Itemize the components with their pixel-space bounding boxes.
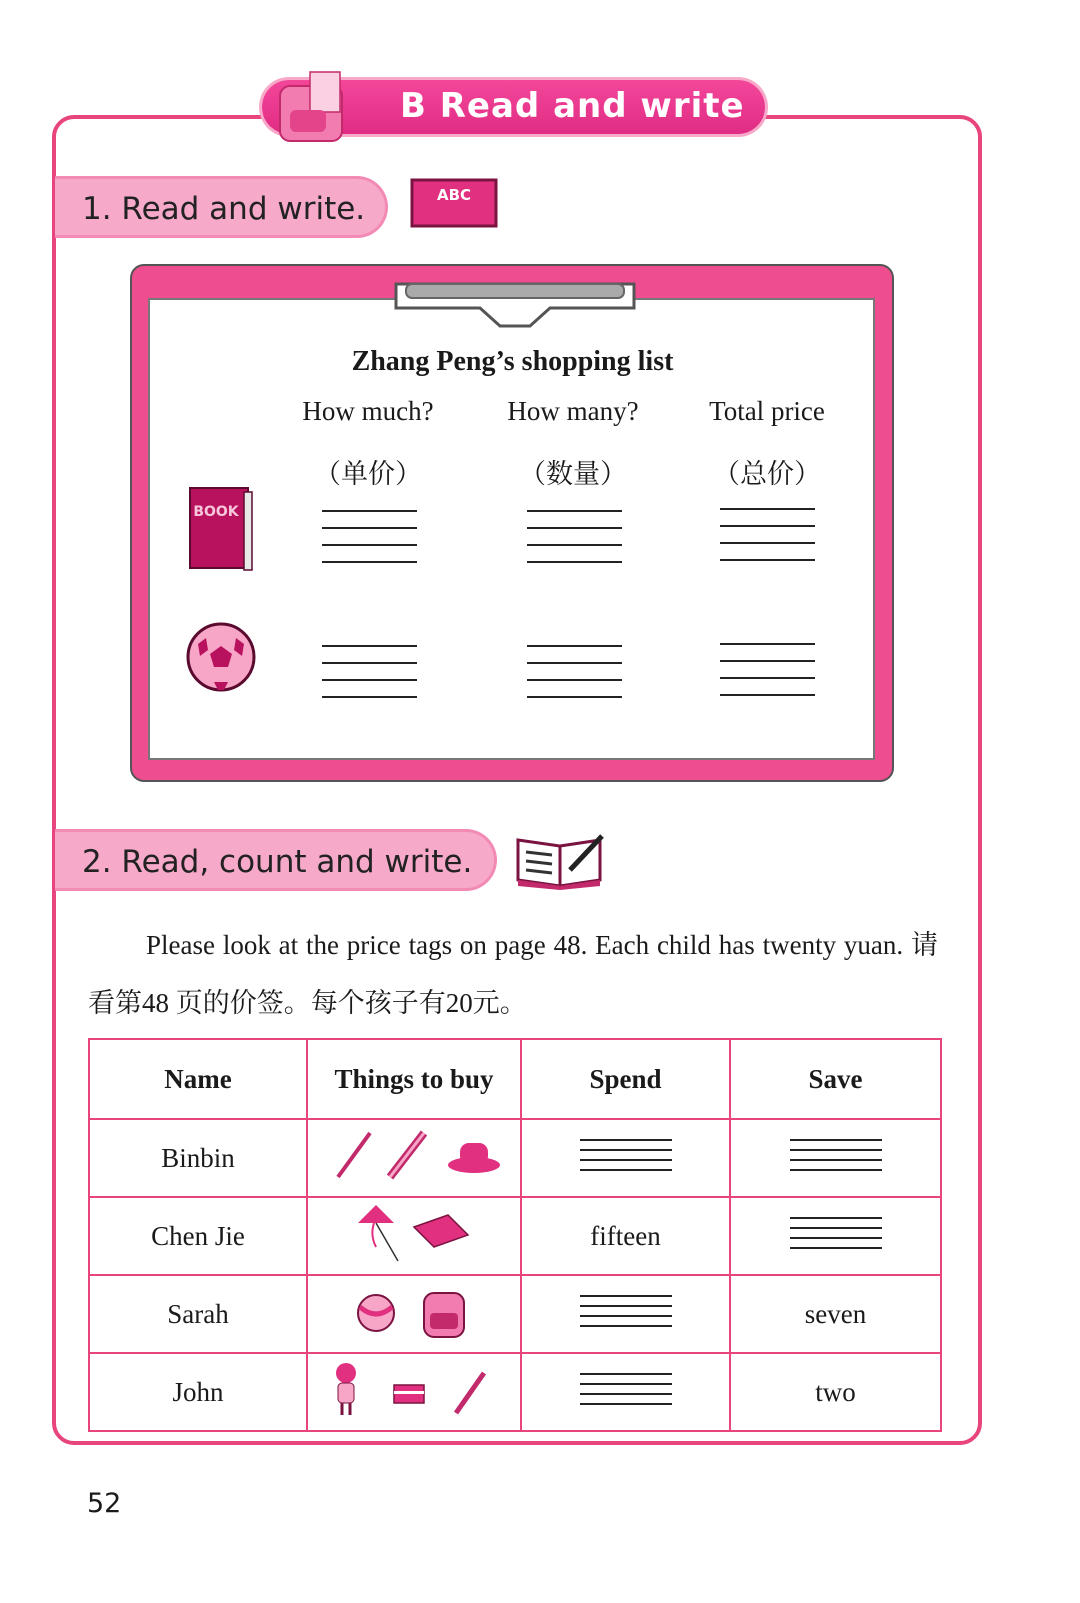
table-row: [89, 1275, 941, 1353]
clip-icon: [390, 278, 640, 338]
row-save: two: [730, 1353, 941, 1431]
board-label: ABC: [436, 186, 472, 204]
ball-icon: [358, 1295, 394, 1331]
shopping-table: [88, 1038, 942, 1432]
pencil-icon: [338, 1133, 370, 1177]
column-how-much: How much?: [302, 396, 434, 426]
instructions: Please look at the price tags on page 48. Each child has twenty yuan. 请看第48 页的价签。每个孩子有20元。: [88, 930, 938, 1018]
row-things: [307, 1119, 521, 1197]
row-things: [307, 1197, 521, 1275]
open-book-pen-icon: [514, 832, 610, 890]
row-save: seven: [730, 1275, 941, 1353]
hat-icon: [448, 1143, 500, 1173]
page-number: 52: [87, 1488, 122, 1519]
book-label: BOOK: [193, 504, 239, 520]
ruler-icon: [390, 1133, 424, 1177]
row-spend[interactable]: [521, 1353, 730, 1431]
schoolbag-icon: [272, 68, 362, 148]
table-row: [89, 1353, 941, 1431]
table-header-row: [89, 1039, 941, 1119]
abc-board-icon: [410, 178, 498, 228]
table-row: [89, 1119, 941, 1197]
schoolbag-icon: [424, 1293, 464, 1337]
header-things: Things to buy: [307, 1039, 521, 1119]
book-icon: [186, 484, 258, 574]
row-spend[interactable]: [521, 1119, 730, 1197]
section-1-heading: 1. Read and write.: [55, 176, 388, 238]
column-how-many: How many?: [507, 396, 639, 426]
row-name: John: [89, 1353, 307, 1431]
banner-title: B Read and write: [400, 86, 745, 126]
doll-icon: [336, 1363, 356, 1415]
answer-lines[interactable]: [322, 645, 417, 713]
row-things: [307, 1353, 521, 1431]
cake-icon: [394, 1385, 424, 1403]
table-row: [89, 1197, 941, 1275]
header-spend: Spend: [521, 1039, 730, 1119]
pen-icon: [456, 1373, 484, 1413]
column-total-price: Total price: [709, 396, 825, 426]
row-name: Binbin: [89, 1119, 307, 1197]
row-name: Chen Jie: [89, 1197, 307, 1275]
shopping-list-title: Zhang Peng’s shopping list: [351, 346, 674, 377]
row-things: [307, 1275, 521, 1353]
row-spend[interactable]: [521, 1275, 730, 1353]
row-name: Sarah: [89, 1275, 307, 1353]
column-how-many-cn: （数量）: [519, 459, 627, 490]
answer-lines[interactable]: [527, 645, 622, 713]
answer-lines[interactable]: [720, 643, 815, 711]
answer-lines[interactable]: [720, 508, 815, 576]
row-save[interactable]: [730, 1119, 941, 1197]
answer-lines[interactable]: [527, 510, 622, 578]
kite-icon: [358, 1205, 398, 1261]
row-save[interactable]: [730, 1197, 941, 1275]
column-how-much-cn: （单价）: [314, 459, 422, 490]
section-2-heading: 2. Read, count and write.: [55, 829, 497, 891]
notebook-icon: [414, 1215, 468, 1247]
header-save: Save: [730, 1039, 941, 1119]
football-icon: [184, 620, 260, 696]
row-spend: fifteen: [521, 1197, 730, 1275]
answer-lines[interactable]: [322, 510, 417, 578]
column-total-price-cn: （总价）: [713, 459, 821, 490]
header-name: Name: [89, 1039, 307, 1119]
